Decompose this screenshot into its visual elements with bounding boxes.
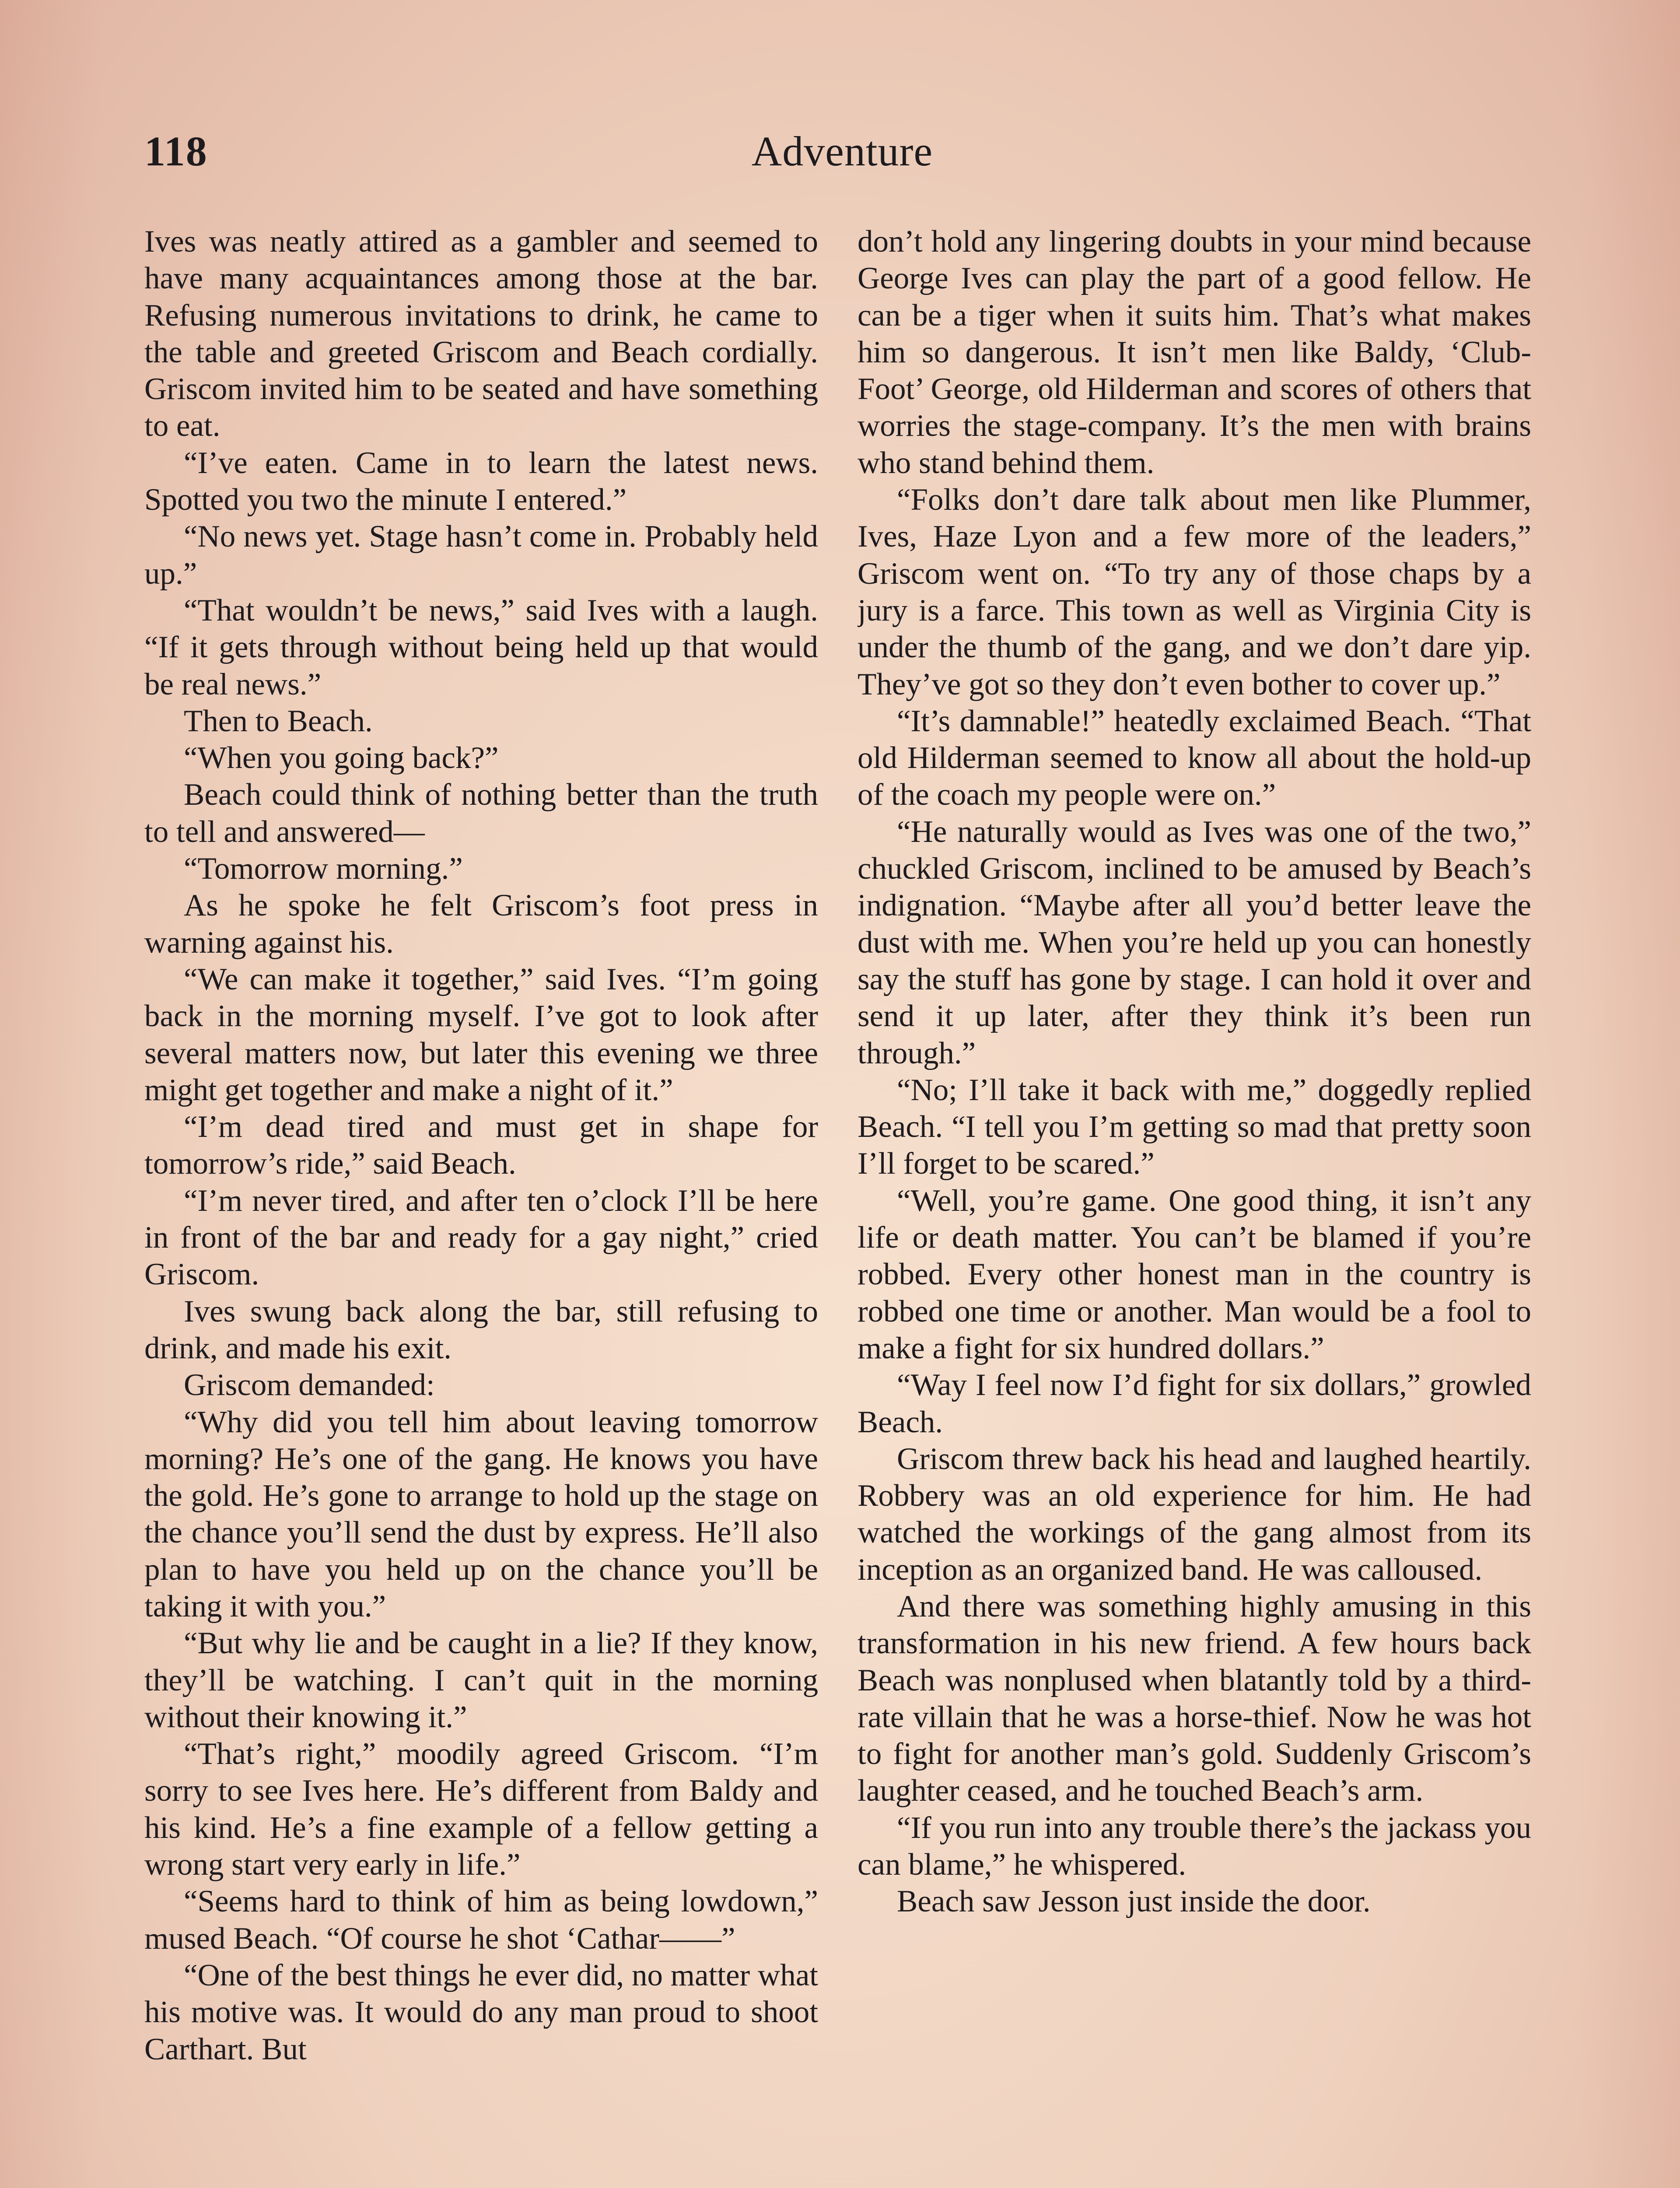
paragraph: “We can make it together,” said Ives. “I’m going back in the morning myself. I’ve got to look after several matters now, but later this evening we three might get together and make a night of it.” [144, 962, 818, 1107]
article-body [144, 223, 1540, 2188]
paragraph: Beach could think of nothing better than the truth to tell and answered— [144, 778, 818, 849]
paragraph: don’t hold any lingering doubts in your mind because George Ives can play the part of a good fellow. He can be a tiger when it suits him. That’s what makes him so dangerous. It isn’t men like Baldy, ‘Club-Foot’ George, old Hilderman and scores of others that worries the stage-company. It’s the men with brains who stand behind them. [858, 224, 1531, 480]
paragraph: And there was something highly amusing in this transformation in his new friend. A few hours back Beach was nonplused when blatantly told by a third-rate villain that he was a horse-thief. Now he was hot to fight for another man’s gold. Suddenly Griscom’s laughter ceased, and he touched Beach’s arm. [858, 1589, 1531, 1808]
paragraph: “It’s damnable!” heatedly exclaimed Beach. “That old Hilderman seemed to know all about the hold-up of the coach my people were on.” [858, 704, 1531, 812]
paragraph: “Well, you’re game. One good thing, it isn’t any life or death matter. You can’t be blamed if you’re robbed. Every other honest man in the country is robbed one time or another. Man would be a fool to make a fight for six hundred dollars.” [858, 1183, 1531, 1365]
paragraph: “I’m never tired, and after ten o’clock I’ll be here in front of the bar and ready for a gay night,” cried Griscom. [144, 1183, 818, 1292]
paragraph: “When you going back?” [184, 741, 499, 775]
paragraph: “But why lie and be caught in a lie? If they know, they’ll be watching. I can’t quit in the morning without their knowing it.” [144, 1626, 818, 1734]
running-title: Adventure [751, 128, 933, 175]
paragraph: “No news yet. Stage hasn’t come in. Probably held up.” [144, 519, 818, 591]
paragraph: Ives was neatly attired as a gambler and seemed to have many acquaintances among those at the bar. Refusing numerous invitations to drink, he came to the table and greeted Griscom and Beach cordially. Griscom invited him to be seated and have something to eat. [144, 224, 818, 443]
paragraph: Then to Beach. [184, 704, 373, 738]
paragraph: “Tomorrow morning.” [184, 852, 463, 886]
paragraph: “Seems hard to think of him as being lowdown,” mused Beach. “Of course he shot ‘Cathar——” [144, 1884, 818, 1956]
paragraph: Griscom threw back his head and laughed heartily. Robbery was an old experience for him. He had watched the workings of the gang almost from its inception as an organized band. He was calloused. [858, 1441, 1531, 1587]
paragraph: “Way I feel now I’d fight for six dollars,” growled Beach. [858, 1368, 1531, 1439]
paragraph: “I’ve eaten. Came in to learn the latest news. Spotted you two the minute I entered.” [144, 445, 818, 517]
paragraph: “Why did you tell him about leaving tomorrow morning? He’s one of the gang. He knows you have the gold. He’s gone to arrange to hold up the stage on the chance you’ll send the dust by express. He’ll also plan to have you held up on the chance you’ll be taking it with you.” [144, 1405, 818, 1623]
paragraph: “I’m dead tired and must get in shape for tomorrow’s ride,” said Beach. [144, 1110, 818, 1181]
paragraph: “One of the best things he ever did, no matter what his motive was. It would do any man proud to shoot Carthart. But [144, 1958, 818, 2066]
left-column [144, 223, 818, 2188]
page-header [144, 118, 1540, 188]
paragraph: As he spoke he felt Griscom’s foot press in warning against his. [144, 888, 818, 960]
right-column [858, 223, 1531, 2188]
paragraph: “That’s right,” moodily agreed Griscom. “I’m sorry to see Ives here. He’s different from Baldy and his kind. He’s a fine example of a fellow getting a wrong start very early in life.” [144, 1737, 818, 1882]
page-number: 118 [144, 128, 208, 175]
paragraph: “That wouldn’t be news,” said Ives with a laugh. “If it gets through without being held up that would be real news.” [144, 593, 818, 701]
paragraph: “No; I’ll take it back with me,” doggedly replied Beach. “I tell you I’m getting so mad that pretty soon I’ll forget to be scared.” [858, 1073, 1531, 1181]
paragraph: Beach saw Jesson just inside the door. [897, 1884, 1371, 1919]
paragraph: “If you run into any trouble there’s the jackass you can blame,” he whispered. [858, 1810, 1531, 1882]
paragraph: “Folks don’t dare talk about men like Plummer, Ives, Haze Lyon and a few more of the leaders,” Griscom went on. “To try any of those chaps by a jury is a farce. This town as well as Virginia City is under the thumb of the gang, and we don’t dare yip. They’ve got so they don’t even bother to cover up.” [858, 483, 1531, 701]
paragraph: Ives swung back along the bar, still refusing to drink, and made his exit. [144, 1294, 818, 1365]
paragraph: “He naturally would as Ives was one of the two,” chuckled Griscom, inclined to be amused by Beach’s indignation. “Maybe after all you’d better leave the dust with me. When you’re held up you can honestly say the stuff has gone by stage. I can hold it over and send it up later, after they think it’s been run through.” [858, 814, 1531, 1070]
paragraph: Griscom demanded: [184, 1368, 435, 1403]
